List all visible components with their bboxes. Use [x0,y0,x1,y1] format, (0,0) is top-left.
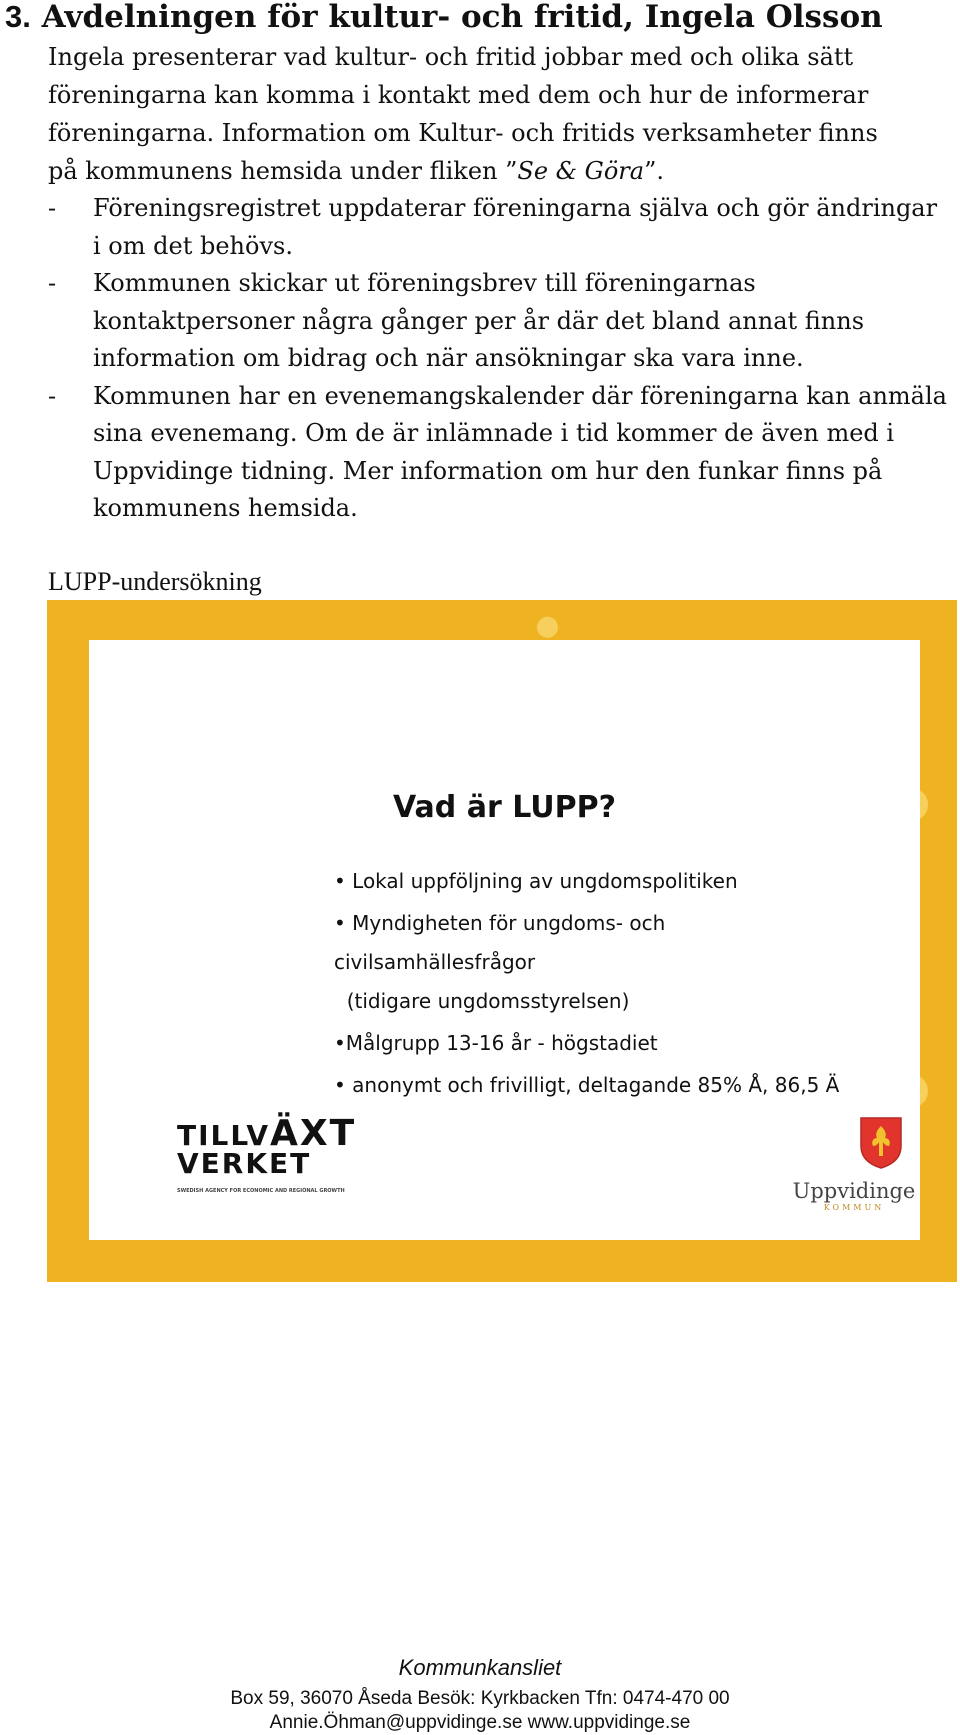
list-item [48,190,948,265]
bullet-text: Kommunen har en evenemangskalender där föreningarna kan anmäla sina evenemang. Om de är inlämnade i tid kommer de även med i Uppvidinge tidning. Mer information om hur den funkar finns på kommunens hemsida. [93,381,947,522]
dash-marker: - [48,269,57,297]
slide-bullet-continuation: (tidigare ungdomsstyrelsen) [346,989,630,1013]
list-item [48,265,948,378]
section-title: Avdelningen för kultur- och fritid, Ingela Olsson [41,0,883,35]
section-heading [5,0,883,34]
slide-bullet: • Myndigheten för ungdoms- och [334,911,666,935]
slide-bullet: •Målgrupp 13-16 år - högstadiet [334,1031,658,1055]
bullet-text: Kommunen skickar ut föreningsbrev till föreningarnas kontaktpersoner några gånger per år där det bland annat finns information om bidrag och när ansökningar ska vara inne. [93,269,865,372]
section-number: 3. [5,0,31,34]
uppvidinge-logo-text [789,1180,919,1214]
logo-name: Uppvidinge [792,1179,916,1203]
slide-title: Vad är LUPP? [392,790,616,825]
slide-bullet-list [334,860,839,1106]
intro-line [48,152,948,190]
logo-text: ÄXT [270,1113,357,1154]
lupp-subheading: LUPP-undersökning [48,567,262,596]
se-gora-label: Se & Göra [517,157,645,185]
slide-bullet: • anonymt och frivilligt, deltagande 85% Å, 86,5 Ä [334,1073,840,1097]
slide-content [89,640,920,1240]
info-bullet-list [48,190,948,528]
logo-tagline: SWEDISH AGENCY FOR ECONOMIC AND REGIONAL GROWTH [177,1188,345,1194]
intro-line: föreningarna. Information om Kultur- och fritids verksamheter finns [48,119,878,147]
dash-marker: - [48,194,57,222]
logo-text: VERKET [177,1147,312,1180]
footer-contact: Annie.Öhman@uppvidinge.se www.uppvidinge.se [269,1712,691,1733]
tillvaxtverket-logo [177,1113,357,1196]
dash-marker: - [48,381,57,410]
slide-bullet: • Lokal uppföljning av ungdomspolitiken [334,869,738,893]
intro-text: på kommunens hemsida under fliken ” [48,157,518,185]
slide-bullet-continuation: civilsamhällesfrågor [334,950,536,974]
footer-title: Kommunkansliet [398,1655,562,1680]
footer-address: Box 59, 36070 Åseda Besök: Kyrkbacken Tfn: 0474-470 00 [230,1688,730,1709]
intro-paragraph [48,38,948,190]
uppvidinge-seal-icon [859,1116,903,1170]
intro-line: Ingela presenterar vad kultur- och fritid jobbar med och olika sätt [48,43,854,71]
intro-line: föreningarna kan komma i kontakt med dem och hur de informerar [48,81,869,109]
logo-sub: KOMMUN [823,1203,885,1212]
list-item [48,378,948,528]
lupp-slide-image [47,600,957,1282]
logo-text: TILLV [177,1119,271,1152]
intro-text: ”. [644,157,664,185]
bullet-text: Föreningsregistret uppdaterar föreningarna själva och gör ändringar i om det behövs. [93,194,938,260]
